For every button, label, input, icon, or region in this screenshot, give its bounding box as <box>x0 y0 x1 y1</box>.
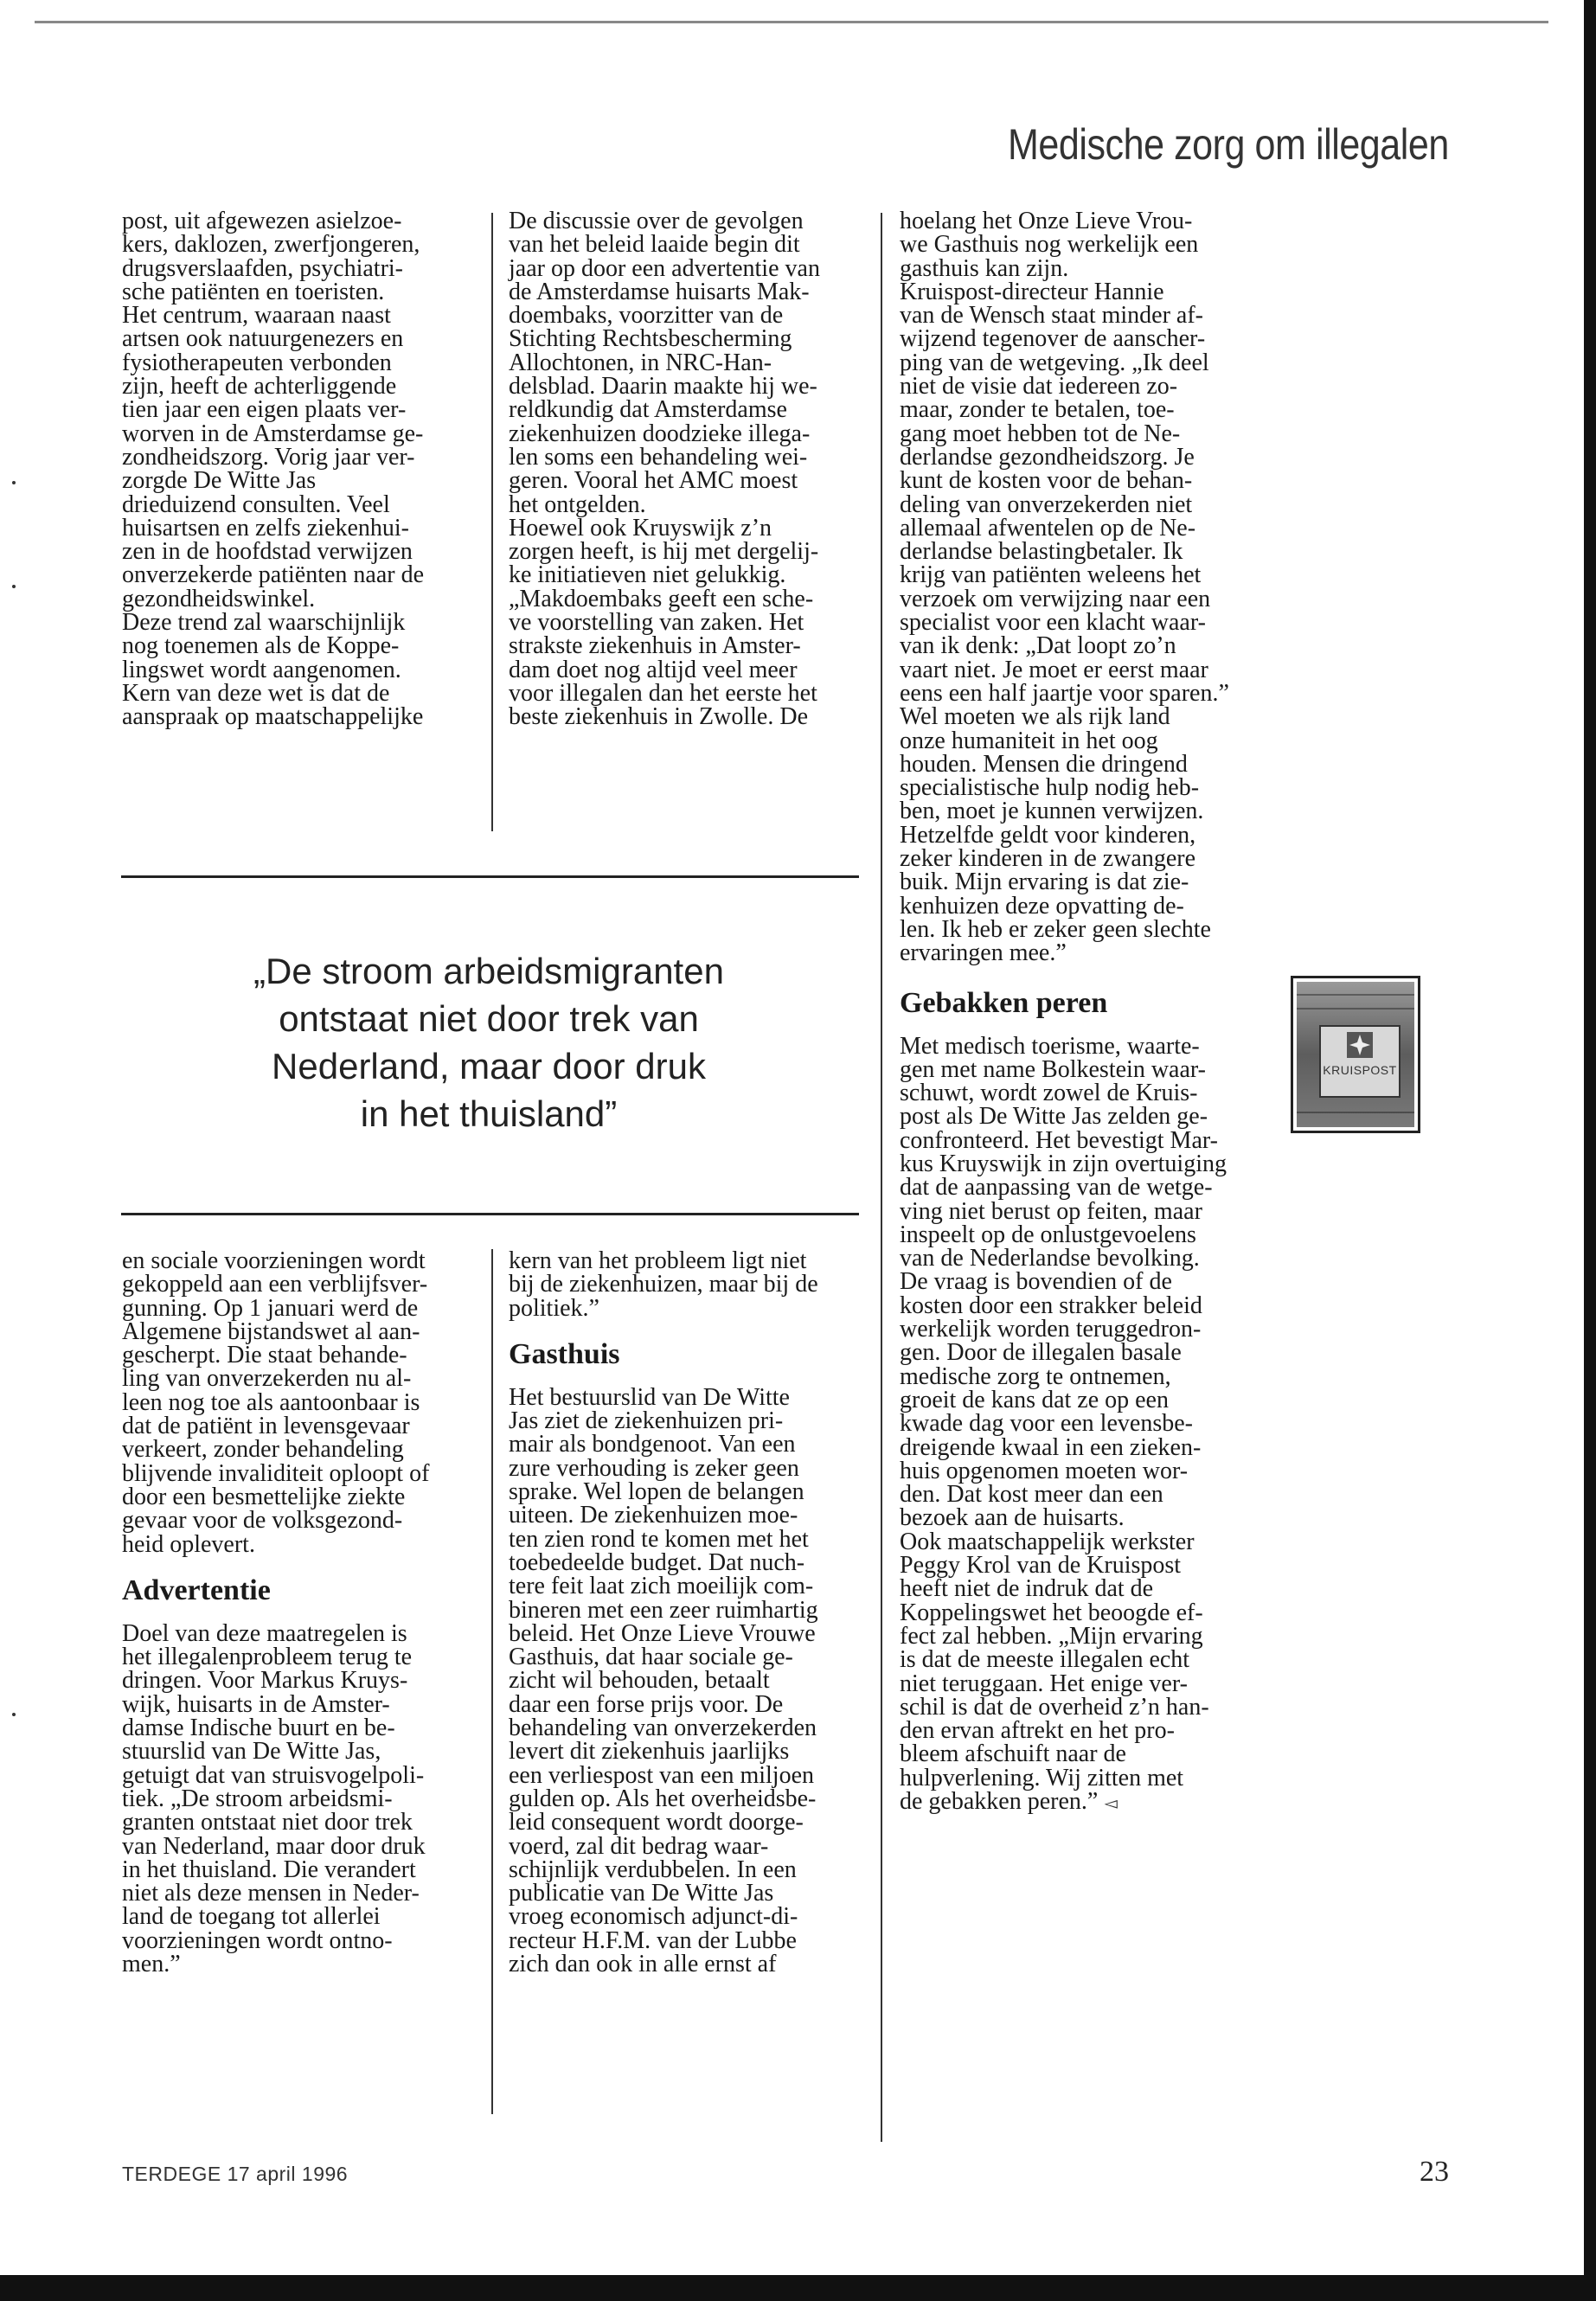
text-line: strakste ziekenhuis in Amster- <box>509 632 801 660</box>
text-line: ling van onverzekerden nu al- <box>122 1365 412 1393</box>
pull-quote-line: in het thuisland” <box>360 1093 618 1134</box>
text-line: huis opgenomen moeten wor- <box>900 1457 1189 1484</box>
text-line: krijg van patiënten weleens het <box>900 561 1202 589</box>
text-line: nog toenemen als de Koppe- <box>122 632 400 660</box>
text-line: damse Indische buurt en be- <box>122 1715 395 1742</box>
text-line: len. Ik heb er zeker geen slechte <box>900 915 1211 943</box>
pull-quote-line: Nederland, maar door druk <box>272 1046 706 1086</box>
text-line: kwade dag voor een levensbe- <box>900 1410 1193 1438</box>
text-line: drugsverslaafden, psychiatri- <box>122 254 403 282</box>
text-line: voorzieningen wordt ontno- <box>122 1926 393 1954</box>
text-line: specialist voor een klacht waar- <box>900 609 1206 637</box>
text-line: toebedeelde budget. Dat nuch- <box>509 1548 805 1576</box>
text-line: medische zorg te ontnemen, <box>900 1362 1171 1390</box>
text-line: artsen ook natuurgenezers en <box>122 325 404 353</box>
sign-label: KRUISPOST <box>1323 1063 1397 1077</box>
text-line: tiek. „De stroom arbeidsmi- <box>122 1785 393 1812</box>
paragraph <box>509 1249 872 1320</box>
article-column-bottom-middle <box>509 1249 872 1976</box>
text-line: zich dan ook in alle ernst af <box>509 1951 777 1978</box>
pull-quote-rule-top <box>121 875 859 878</box>
paragraph <box>900 209 1272 965</box>
text-line: specialistische hulp nodig heb- <box>900 774 1200 802</box>
text-line: Met medisch toerisme, waarte- <box>900 1032 1200 1060</box>
text-line: werkelijk worden teruggedron- <box>900 1316 1202 1343</box>
text-line: gang moet hebben tot de Ne- <box>900 420 1181 447</box>
text-line: bij de ziekenhuizen, maar bij de <box>509 1271 818 1298</box>
column-divider <box>881 213 882 2142</box>
text-line: kers, daklozen, zwerfjongeren, <box>122 231 420 259</box>
text-line: aanspraak op maatschappelijke <box>122 703 424 731</box>
text-line: De vraag is bovendien of de <box>900 1268 1172 1296</box>
paragraph <box>122 1619 485 1978</box>
text-line: van ik denk: „Dat loopt zo’n <box>900 632 1176 660</box>
text-line: gevaar voor de volksgezond- <box>122 1507 403 1535</box>
text-line-content: de gebakken peren.” <box>900 1788 1099 1815</box>
text-line: zure verhouding is zeker geen <box>509 1454 799 1482</box>
text-line: gescherpt. Die staat behande- <box>122 1342 407 1369</box>
text-line: Hetzelfde geldt voor kinderen, <box>900 821 1196 849</box>
paragraph <box>122 1249 485 1556</box>
subheading-gebakken-peren: Gebakken peren <box>900 986 1108 1019</box>
text-line: derlandse belastingbetaler. Ik <box>900 538 1183 566</box>
text-line: wijk, huisarts in de Amster- <box>122 1690 390 1718</box>
column-divider <box>491 213 493 831</box>
text-line: leen nog toe als aantoonbaar is <box>122 1388 420 1416</box>
text-line: dreigende kwaal in een zieken- <box>900 1433 1202 1461</box>
text-line: dam doet nog altijd veel meer <box>509 656 798 683</box>
text-line: deling van onverzekerden niet <box>900 490 1193 518</box>
text-line: sprake. Wel lopen de belangen <box>509 1478 804 1506</box>
text-line: bleem afschuift naar de <box>900 1740 1126 1768</box>
end-of-article-icon: ◅ <box>1104 1792 1118 1813</box>
text-line: Wel moeten we als rijk land <box>900 703 1170 731</box>
text-line: van de Nederlandse bevolking. <box>900 1245 1200 1272</box>
text-line: blijvende invaliditeit oploopt of <box>122 1459 430 1487</box>
pull-quote-line: ontstaat niet door trek van <box>279 998 699 1039</box>
text-line: dat de patiënt in levensgevaar <box>122 1413 410 1440</box>
text-line: een verliespost van een miljoen <box>509 1761 814 1789</box>
text-line: Gasthuis, dat haar sociale ge- <box>509 1644 793 1671</box>
paragraph <box>509 1383 872 1978</box>
text-line: onze humaniteit in het oog <box>900 727 1158 754</box>
text-line: zeker kinderen in de zwangere <box>900 845 1196 873</box>
text-line: doembaks, voorzitter van de <box>509 302 784 330</box>
text-line: maar, zonder te betalen, toe- <box>900 396 1175 424</box>
text-line: behandeling van onverzekerden <box>509 1715 817 1742</box>
text-line: van de Wensch staat minder af- <box>900 302 1203 330</box>
column-divider <box>491 1249 493 2114</box>
text-line: niet als deze mensen in Neder- <box>122 1880 420 1907</box>
text-line: leid consequent wordt doorge- <box>509 1809 804 1836</box>
text-line: ben, moet je kunnen verwijzen. <box>900 798 1204 825</box>
text-line: verkeert, zonder behandeling <box>122 1436 404 1464</box>
text-line: bezoek aan de huisarts. <box>900 1504 1125 1532</box>
text-line: delsblad. Daarin maakte hij we- <box>509 373 817 401</box>
text-line: zorgde De Witte Jas <box>122 467 317 495</box>
text-line: voerd, zal dit bedrag waar- <box>509 1832 769 1860</box>
text-line: post als De Witte Jas zelden ge- <box>900 1103 1208 1131</box>
text-line: het ontgelden. <box>509 490 646 518</box>
pull-quote-rule-bottom <box>121 1213 859 1215</box>
text-line: derlandse gezondheidszorg. Je <box>900 443 1195 471</box>
text-line: reldkundig dat Amsterdamse <box>509 396 787 424</box>
text-line: allemaal afwentelen op de Ne- <box>900 514 1196 542</box>
text-line: ke initiatieven niet gelukkig. <box>509 561 786 589</box>
text-line: ving niet berust op feiten, maar <box>900 1197 1202 1225</box>
text-line: kosten door een strakker beleid <box>900 1292 1202 1319</box>
text-line: confronteerd. Het bevestigt Mar- <box>900 1126 1218 1154</box>
text-line: Koppelingswet het beoogde ef- <box>900 1599 1203 1626</box>
text-line: Het centrum, waaraan naast <box>122 302 391 330</box>
text-line: Ook maatschappelijk werkster <box>900 1528 1195 1555</box>
section-title: Medische zorg om illegalen <box>1008 120 1449 169</box>
text-line: wijzend tegenover de aanscher- <box>900 325 1206 353</box>
text-line: gen. Door de illegalen basale <box>900 1339 1182 1367</box>
margin-mark <box>12 585 16 588</box>
text-line: is dat de meeste illegalen echt <box>900 1646 1190 1674</box>
text-line: zijn, heeft de achterliggende <box>122 373 397 401</box>
text-line: fysiotherapeuten verbonden <box>122 349 392 376</box>
text-line: gen met name Bolkestein waar- <box>900 1055 1206 1083</box>
text-line: jaar op door een advertentie van <box>509 254 820 282</box>
text-line: het illegalenprobleem terug te <box>122 1644 413 1671</box>
text-line: getuigt dat van struisvogelpoli- <box>122 1761 425 1789</box>
text-line: schijnlijk verdubbelen. In een <box>509 1856 797 1883</box>
text-line: houden. Mensen die dringend <box>900 750 1188 778</box>
text-line: gulden op. Als het overheidsbe- <box>509 1785 817 1812</box>
text-line: granten ontstaat niet door trek <box>122 1809 413 1836</box>
text-line: kenhuizen deze opvatting de- <box>900 892 1184 920</box>
text-line: den. Dat kost meer dan een <box>900 1481 1163 1509</box>
article-column-top-middle <box>509 209 872 729</box>
scan-right-edge <box>1584 0 1596 2301</box>
text-line: Hoewel ook Kruyswijk z’n <box>509 514 772 542</box>
text-line: Peggy Krol van de Kruispost <box>900 1552 1182 1580</box>
text-line: kunt de kosten voor de behan- <box>900 467 1193 495</box>
article-column-top-left <box>122 209 468 729</box>
text-line: van Nederland, maar door druk <box>122 1832 426 1860</box>
article-column-right <box>900 209 1272 1815</box>
text-line: gekoppeld aan een verblijfsver- <box>122 1271 428 1298</box>
text-line: ziekenhuizen doodzieke illega- <box>509 420 811 447</box>
text-line: van het beleid laaide begin dit <box>509 231 800 259</box>
text-line: uiteen. De ziekenhuizen moe- <box>509 1502 798 1529</box>
text-line: eens een half jaartje voor sparen.” <box>900 679 1229 707</box>
text-line: Jas ziet de ziekenhuizen pri- <box>509 1407 784 1435</box>
text-line: in het thuisland. Die verandert <box>122 1856 416 1883</box>
text-line: dringen. Voor Markus Kruys- <box>122 1667 408 1695</box>
text-line: verzoek om verwijzing naar een <box>900 585 1211 612</box>
text-line: politiek.” <box>509 1294 599 1322</box>
text-line: post, uit afgewezen asielzoe- <box>122 208 402 234</box>
text-line: ervaringen mee.” <box>900 939 1067 967</box>
text-line: huisartsen en zelfs ziekenhui- <box>122 514 409 542</box>
text-line: heeft niet de indruk dat de <box>900 1575 1154 1603</box>
text-line: tere feit laat zich moeilijk com- <box>509 1573 814 1600</box>
text-line: groeit de kans dat ze op een <box>900 1386 1169 1413</box>
text-line: schuwt, wordt zowel de Kruis- <box>900 1080 1198 1107</box>
text-line: Algemene bijstandswet al aan- <box>122 1317 420 1345</box>
text-line: drieduizend consulten. Veel <box>122 490 390 518</box>
text-line: Allochtonen, in NRC-Han- <box>509 349 772 376</box>
margin-mark <box>12 1713 16 1716</box>
text-line: tien jaar een eigen plaats ver- <box>122 396 407 424</box>
text-line: Het bestuurslid van De Witte <box>509 1383 790 1411</box>
text-line: kern van het probleem ligt niet <box>509 1247 807 1274</box>
text-line: onverzekerde patiënten naar de <box>122 561 425 589</box>
text-line: de Amsterdamse huisarts Mak- <box>509 278 810 305</box>
text-line: levert dit ziekenhuis jaarlijks <box>509 1738 790 1766</box>
kruispost-sign <box>1319 1025 1401 1098</box>
text-line: we Gasthuis nog werkelijk een <box>900 231 1199 259</box>
text-line: land de toegang tot allerlei <box>122 1903 381 1931</box>
text-line: buik. Mijn ervaring is dat zie- <box>900 868 1189 896</box>
kruispost-sign-photo <box>1291 976 1420 1133</box>
text-line: daar een forse prijs voor. De <box>509 1690 784 1718</box>
text-line: Kruispost-directeur Hannie <box>900 278 1164 305</box>
text-line: sche patiënten en toeristen. <box>122 278 385 305</box>
text-line: ping van de wetgeving. „Ik deel <box>900 349 1209 376</box>
text-line: men.” <box>122 1951 181 1978</box>
text-line: geren. Vooral het AMC moest <box>509 467 798 495</box>
scan-bottom-edge <box>0 2275 1596 2301</box>
text-line: schil is dat de overheid z’n han- <box>900 1693 1209 1721</box>
text-line: door een besmettelijke ziekte <box>122 1483 406 1510</box>
text-line: Doel van deze maatregelen is <box>122 1619 407 1647</box>
text-line: Kern van deze wet is dat de <box>122 679 390 707</box>
page-number: 23 <box>1420 2156 1449 2188</box>
margin-mark <box>12 481 16 484</box>
text-line: den ervan aftrekt en het pro- <box>900 1717 1175 1745</box>
scan-top-edge <box>35 21 1548 23</box>
text-line: en sociale voorzieningen wordt <box>122 1247 426 1274</box>
text-line: worven in de Amsterdamse ge- <box>122 420 424 447</box>
text-line: De discussie over de gevolgen <box>509 208 804 234</box>
text-line: gunning. Op 1 januari werd de <box>122 1294 419 1322</box>
text-line: gezondheidswinkel. <box>122 585 316 612</box>
text-line: gasthuis kan zijn. <box>900 254 1069 282</box>
text-line: len soms een behandeling wei- <box>509 443 808 471</box>
text-line: ve voorstelling van zaken. Het <box>509 609 804 637</box>
text-line: zicht wil behouden, betaalt <box>509 1667 770 1695</box>
text-line: zen in de hoofdstad verwijzen <box>122 538 413 566</box>
text-line: hoelang het Onze Lieve Vrou- <box>900 208 1193 234</box>
text-line: dat de aanpassing van de wetge- <box>900 1174 1213 1202</box>
text-line: bineren met een zeer ruimhartig <box>509 1596 818 1624</box>
text-line: vroeg economisch adjunct-di- <box>509 1903 798 1931</box>
publication-footer: TERDEGE 17 april 1996 <box>122 2163 349 2185</box>
photo-image <box>1297 982 1414 1127</box>
paragraph <box>900 1032 1272 1816</box>
text-line: publicatie van De Witte Jas <box>509 1880 774 1907</box>
text-line: hulpverlening. Wij zitten met <box>900 1764 1184 1791</box>
text-line <box>900 1790 1272 1815</box>
text-line: beste ziekenhuis in Zwolle. De <box>509 703 809 731</box>
text-line: beleid. Het Onze Lieve Vrouwe <box>509 1619 816 1647</box>
article-column-bottom-left <box>122 1249 485 1976</box>
subheading-advertentie: Advertentie <box>122 1574 271 1606</box>
text-line: zondheidszorg. Vorig jaar ver- <box>122 443 415 471</box>
text-line: „Makdoembaks geeft een sche- <box>509 585 814 612</box>
subheading-gasthuis: Gasthuis <box>509 1337 620 1370</box>
text-line: zorgen heeft, is hij met dergelij- <box>509 538 819 566</box>
pull-quote <box>121 947 856 1138</box>
text-line: stuurslid van De Witte Jas, <box>122 1738 381 1766</box>
text-line: recteur H.F.M. van der Lubbe <box>509 1926 797 1954</box>
text-line: niet teruggaan. Het enige ver- <box>900 1670 1188 1697</box>
text-line: voor illegalen dan het eerste het <box>509 679 817 707</box>
text-line: inspeelt op de onlustgevoelens <box>900 1221 1196 1248</box>
text-line: ten zien rond te komen met het <box>509 1525 809 1553</box>
text-line: Deze trend zal waarschijnlijk <box>122 609 406 637</box>
cross-icon <box>1347 1032 1373 1058</box>
text-line: vaart niet. Je moet er eerst maar <box>900 656 1208 683</box>
text-line: lingswet wordt aangenomen. <box>122 656 401 683</box>
text-line: kus Kruyswijk in zijn overtuiging <box>900 1150 1227 1177</box>
pull-quote-line: „De stroom arbeidsmigranten <box>253 951 724 991</box>
text-line: mair als bondgenoot. Van een <box>509 1431 796 1458</box>
text-line: fect zal hebben. „Mijn ervaring <box>900 1622 1203 1650</box>
text-line: heid oplevert. <box>122 1530 255 1558</box>
text-line: niet de visie dat iedereen zo- <box>900 373 1178 401</box>
text-line: Stichting Rechtsbescherming <box>509 325 792 353</box>
